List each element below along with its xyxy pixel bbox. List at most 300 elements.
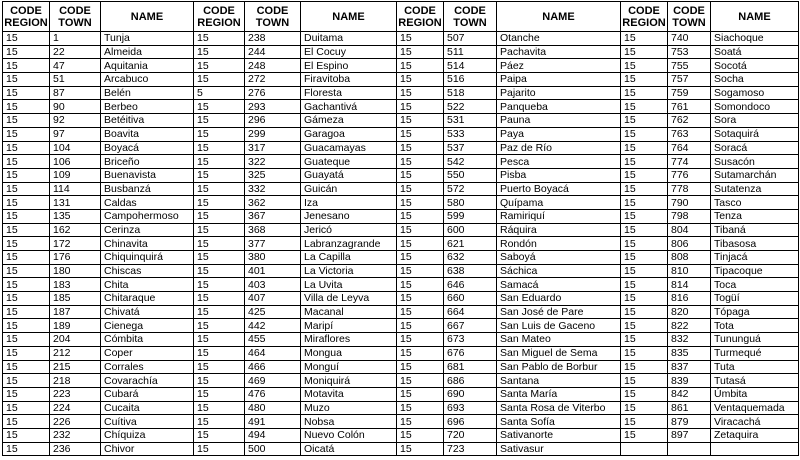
- town-name-cell: Saboyá: [497, 251, 621, 265]
- town-name-cell: Garagoa: [301, 127, 397, 141]
- code-town-cell: 491: [245, 415, 301, 429]
- town-name-cell: Motavita: [301, 387, 397, 401]
- code-region-cell: 15: [194, 32, 245, 46]
- code-region-cell: 15: [3, 155, 50, 169]
- code-region-cell: 15: [397, 32, 444, 46]
- code-region-cell: 15: [621, 374, 668, 388]
- code-town-cell: 1: [50, 32, 101, 46]
- town-name-cell: Guicán: [301, 182, 397, 196]
- code-town-cell: 469: [245, 374, 301, 388]
- town-name-cell: Mongua: [301, 346, 397, 360]
- code-town-cell: 425: [245, 305, 301, 319]
- code-town-cell: 808: [668, 251, 711, 265]
- code-town-cell: 172: [50, 237, 101, 251]
- code-region-cell: 15: [194, 292, 245, 306]
- table-row: [3, 305, 799, 319]
- table-row: [3, 32, 799, 46]
- code-region-cell: 15: [621, 73, 668, 87]
- town-name-cell: Firavitoba: [301, 73, 397, 87]
- code-town-cell: 842: [668, 387, 711, 401]
- code-region-cell: 15: [3, 196, 50, 210]
- header-name: NAME: [711, 2, 799, 32]
- table-row: [3, 428, 799, 442]
- town-name-cell: Cómbita: [101, 333, 194, 347]
- table-row: [3, 333, 799, 347]
- code-town-cell: 293: [245, 100, 301, 114]
- code-region-cell: 15: [621, 100, 668, 114]
- town-name-cell: Villa de Leyva: [301, 292, 397, 306]
- table-row: [3, 360, 799, 374]
- header-code-town: CODE TOWN: [50, 2, 101, 32]
- town-name-cell: Turmequé: [711, 346, 799, 360]
- code-region-cell: 15: [3, 223, 50, 237]
- code-town-cell: 835: [668, 346, 711, 360]
- town-name-cell: Paipa: [497, 73, 621, 87]
- code-town-cell: 97: [50, 127, 101, 141]
- table-row: [3, 182, 799, 196]
- code-town-cell: 466: [245, 360, 301, 374]
- code-town-cell: 106: [50, 155, 101, 169]
- code-town-cell: 367: [245, 209, 301, 223]
- town-name-cell: Pajarito: [497, 86, 621, 100]
- code-region-cell: 15: [621, 86, 668, 100]
- code-region-cell: 15: [621, 251, 668, 265]
- code-town-cell: 776: [668, 168, 711, 182]
- code-town-cell: 204: [50, 333, 101, 347]
- code-town-cell: 162: [50, 223, 101, 237]
- town-name-cell: Cucaita: [101, 401, 194, 415]
- code-region-cell: 15: [194, 59, 245, 73]
- code-region-cell: 15: [397, 155, 444, 169]
- town-name-cell: Ventaquemada: [711, 401, 799, 415]
- town-name-cell: Pachavita: [497, 45, 621, 59]
- town-name-cell: Nobsa: [301, 415, 397, 429]
- town-name-cell: San Luis de Gaceno: [497, 319, 621, 333]
- table-row: [3, 251, 799, 265]
- code-town-cell: 816: [668, 292, 711, 306]
- code-town-cell: 90: [50, 100, 101, 114]
- table-row: [3, 387, 799, 401]
- code-region-cell: 15: [621, 264, 668, 278]
- code-town-cell: 22: [50, 45, 101, 59]
- town-name-cell: Jericó: [301, 223, 397, 237]
- town-name-cell: Iza: [301, 196, 397, 210]
- code-town-cell: 215: [50, 360, 101, 374]
- code-town-cell: 51: [50, 73, 101, 87]
- code-region-cell: 15: [621, 292, 668, 306]
- code-town-cell: 325: [245, 168, 301, 182]
- code-town-cell: 377: [245, 237, 301, 251]
- code-region-cell: 15: [397, 73, 444, 87]
- code-town-cell: 368: [245, 223, 301, 237]
- town-name-cell: Cerinza: [101, 223, 194, 237]
- town-name-cell: San José de Pare: [497, 305, 621, 319]
- code-region-cell: 15: [194, 346, 245, 360]
- town-name-cell: Covarachía: [101, 374, 194, 388]
- code-region-cell: 15: [621, 415, 668, 429]
- code-town-cell: 720: [444, 428, 497, 442]
- town-name-cell: Siachoque: [711, 32, 799, 46]
- code-town-cell: 531: [444, 114, 497, 128]
- code-region-cell: 15: [3, 168, 50, 182]
- town-name-cell: San Miguel de Sema: [497, 346, 621, 360]
- code-town-cell: 494: [245, 428, 301, 442]
- town-name-cell: Cuítiva: [101, 415, 194, 429]
- code-town-cell: 407: [245, 292, 301, 306]
- code-region-cell: 15: [3, 428, 50, 442]
- header-name: NAME: [301, 2, 397, 32]
- table-row: [3, 415, 799, 429]
- code-town-cell: 790: [668, 196, 711, 210]
- code-town-cell: 723: [444, 442, 497, 456]
- code-region-cell: 15: [194, 333, 245, 347]
- code-region-cell: 15: [621, 319, 668, 333]
- code-town-cell: 212: [50, 346, 101, 360]
- code-town-cell: 621: [444, 237, 497, 251]
- town-name-cell: Úmbita: [711, 387, 799, 401]
- code-region-cell: 15: [194, 428, 245, 442]
- code-town-cell: 810: [668, 264, 711, 278]
- code-town-cell: 806: [668, 237, 711, 251]
- code-town-cell: 820: [668, 305, 711, 319]
- code-town-cell: 696: [444, 415, 497, 429]
- town-name-cell: Sora: [711, 114, 799, 128]
- town-name-cell: Sutamarchán: [711, 168, 799, 182]
- code-region-cell: 15: [194, 141, 245, 155]
- table-row: [3, 196, 799, 210]
- code-region-cell: 15: [397, 278, 444, 292]
- town-name-cell: Belén: [101, 86, 194, 100]
- code-town-cell: 542: [444, 155, 497, 169]
- code-town-cell: 861: [668, 401, 711, 415]
- code-region-cell: 15: [194, 442, 245, 456]
- town-name-cell: Socotá: [711, 59, 799, 73]
- header-code-region: CODE REGION: [397, 2, 444, 32]
- code-town-cell: 798: [668, 209, 711, 223]
- town-name-cell: Tibaná: [711, 223, 799, 237]
- code-town-cell: [668, 442, 711, 456]
- code-town-cell: 667: [444, 319, 497, 333]
- code-town-cell: 131: [50, 196, 101, 210]
- town-name-cell: Tipacoque: [711, 264, 799, 278]
- table-row: [3, 141, 799, 155]
- header-name: NAME: [497, 2, 621, 32]
- code-town-cell: 763: [668, 127, 711, 141]
- code-town-cell: 455: [245, 333, 301, 347]
- town-name-cell: Rondón: [497, 237, 621, 251]
- town-name-cell: Cienega: [101, 319, 194, 333]
- code-region-cell: 15: [621, 182, 668, 196]
- code-region-cell: 15: [397, 209, 444, 223]
- code-region-cell: 15: [397, 292, 444, 306]
- code-region-cell: 15: [3, 333, 50, 347]
- code-region-cell: 15: [397, 59, 444, 73]
- code-town-cell: 522: [444, 100, 497, 114]
- town-name-cell: Tinjacá: [711, 251, 799, 265]
- table-row: [3, 223, 799, 237]
- town-name-cell: Santana: [497, 374, 621, 388]
- town-name-cell: Guateque: [301, 155, 397, 169]
- town-name-cell: Tununguá: [711, 333, 799, 347]
- town-name-cell: Somondoco: [711, 100, 799, 114]
- code-region-cell: 15: [621, 333, 668, 347]
- code-region-cell: 15: [621, 127, 668, 141]
- code-town-cell: 464: [245, 346, 301, 360]
- town-name-cell: La Capilla: [301, 251, 397, 265]
- town-name-cell: Puerto Boyacá: [497, 182, 621, 196]
- town-name-cell: Gachantivá: [301, 100, 397, 114]
- town-name-cell: Caldas: [101, 196, 194, 210]
- town-name-cell: Coper: [101, 346, 194, 360]
- code-region-cell: 15: [194, 251, 245, 265]
- code-town-cell: 693: [444, 401, 497, 415]
- code-town-cell: 757: [668, 73, 711, 87]
- code-town-cell: 837: [668, 360, 711, 374]
- code-region-cell: 15: [3, 86, 50, 100]
- code-region-cell: 15: [621, 209, 668, 223]
- code-town-cell: 476: [245, 387, 301, 401]
- code-town-cell: 218: [50, 374, 101, 388]
- code-region-cell: 15: [621, 59, 668, 73]
- code-region-cell: 15: [397, 319, 444, 333]
- code-region-cell: 15: [397, 442, 444, 456]
- code-region-cell: 15: [3, 251, 50, 265]
- code-town-cell: 646: [444, 278, 497, 292]
- code-region-cell: 15: [194, 182, 245, 196]
- town-name-cell: La Victoria: [301, 264, 397, 278]
- code-town-cell: 533: [444, 127, 497, 141]
- town-name-cell: El Cocuy: [301, 45, 397, 59]
- town-name-cell: Socha: [711, 73, 799, 87]
- code-town-cell: 511: [444, 45, 497, 59]
- town-name-cell: Páez: [497, 59, 621, 73]
- town-name-cell: Chiquinquirá: [101, 251, 194, 265]
- code-region-cell: 15: [194, 45, 245, 59]
- town-name-cell: Chita: [101, 278, 194, 292]
- town-name-cell: Zetaquira: [711, 428, 799, 442]
- code-town-cell: 480: [245, 401, 301, 415]
- town-name-cell: Sogamoso: [711, 86, 799, 100]
- code-town-cell: 236: [50, 442, 101, 456]
- code-town-cell: 686: [444, 374, 497, 388]
- code-region-cell: 15: [397, 346, 444, 360]
- code-town-cell: 600: [444, 223, 497, 237]
- code-town-cell: 226: [50, 415, 101, 429]
- code-region-cell: 15: [3, 141, 50, 155]
- code-region-cell: 15: [621, 223, 668, 237]
- code-region-cell: 15: [397, 168, 444, 182]
- code-town-cell: 879: [668, 415, 711, 429]
- town-name-cell: Aquitania: [101, 59, 194, 73]
- town-name-cell: Moniquirá: [301, 374, 397, 388]
- table-row: [3, 442, 799, 456]
- code-town-cell: 104: [50, 141, 101, 155]
- code-region-cell: 15: [397, 428, 444, 442]
- table-row: [3, 168, 799, 182]
- code-town-cell: 296: [245, 114, 301, 128]
- code-town-cell: 762: [668, 114, 711, 128]
- table-row: [3, 45, 799, 59]
- town-name-cell: Sotaquirá: [711, 127, 799, 141]
- code-town-cell: 224: [50, 401, 101, 415]
- code-town-cell: 759: [668, 86, 711, 100]
- code-region-cell: 15: [3, 415, 50, 429]
- code-town-cell: 761: [668, 100, 711, 114]
- code-town-cell: 664: [444, 305, 497, 319]
- town-name-cell: Cubará: [101, 387, 194, 401]
- code-region-cell: 15: [397, 401, 444, 415]
- code-region-cell: 15: [3, 127, 50, 141]
- code-town-cell: 518: [444, 86, 497, 100]
- code-region-cell: 15: [194, 319, 245, 333]
- town-name-cell: Chinavita: [101, 237, 194, 251]
- town-name-cell: Boyacá: [101, 141, 194, 155]
- code-region-cell: 15: [3, 45, 50, 59]
- code-town-cell: 401: [245, 264, 301, 278]
- code-region-cell: 15: [621, 114, 668, 128]
- code-town-cell: 676: [444, 346, 497, 360]
- code-town-cell: 681: [444, 360, 497, 374]
- town-name-cell: Gámeza: [301, 114, 397, 128]
- town-name-cell: Duitama: [301, 32, 397, 46]
- code-region-cell: 15: [194, 127, 245, 141]
- code-town-cell: 822: [668, 319, 711, 333]
- code-region-cell: 15: [3, 209, 50, 223]
- code-town-cell: 580: [444, 196, 497, 210]
- code-region-cell: 15: [194, 100, 245, 114]
- code-town-cell: 660: [444, 292, 497, 306]
- code-town-cell: 673: [444, 333, 497, 347]
- code-town-cell: 317: [245, 141, 301, 155]
- code-region-cell: 5: [194, 86, 245, 100]
- code-town-cell: 92: [50, 114, 101, 128]
- town-name-cell: Almeida: [101, 45, 194, 59]
- code-town-cell: 778: [668, 182, 711, 196]
- code-region-cell: 15: [3, 346, 50, 360]
- table-row: [3, 264, 799, 278]
- code-region-cell: 15: [194, 264, 245, 278]
- code-town-cell: 272: [245, 73, 301, 87]
- code-town-cell: 322: [245, 155, 301, 169]
- header-name: NAME: [101, 2, 194, 32]
- town-name-cell: Buenavista: [101, 168, 194, 182]
- code-region-cell: 15: [397, 45, 444, 59]
- code-town-cell: 755: [668, 59, 711, 73]
- code-region-cell: 15: [3, 360, 50, 374]
- town-name-cell: San Mateo: [497, 333, 621, 347]
- code-region-cell: 15: [194, 360, 245, 374]
- code-town-cell: 500: [245, 442, 301, 456]
- town-name-cell: Paz de Río: [497, 141, 621, 155]
- code-town-cell: 550: [444, 168, 497, 182]
- code-region-cell: 15: [621, 196, 668, 210]
- code-town-cell: 632: [444, 251, 497, 265]
- code-region-cell: 15: [397, 305, 444, 319]
- town-name-cell: Tunja: [101, 32, 194, 46]
- code-region-cell: [621, 442, 668, 456]
- code-town-cell: 403: [245, 278, 301, 292]
- table-row: [3, 374, 799, 388]
- town-name-cell: Tutasá: [711, 374, 799, 388]
- code-region-cell: 15: [621, 346, 668, 360]
- code-town-cell: 189: [50, 319, 101, 333]
- code-region-cell: 15: [397, 196, 444, 210]
- town-name-cell: Sutatenza: [711, 182, 799, 196]
- code-town-cell: 362: [245, 196, 301, 210]
- code-region-cell: 15: [3, 73, 50, 87]
- code-town-cell: 299: [245, 127, 301, 141]
- header-code-region: CODE REGION: [3, 2, 50, 32]
- code-region-cell: 15: [194, 168, 245, 182]
- code-region-cell: 15: [397, 251, 444, 265]
- town-name-cell: Macanal: [301, 305, 397, 319]
- town-name-cell: Santa María: [497, 387, 621, 401]
- header-code-region: CODE REGION: [194, 2, 245, 32]
- town-name-cell: Betéitiva: [101, 114, 194, 128]
- town-name-cell: Pauna: [497, 114, 621, 128]
- town-name-cell: Tota: [711, 319, 799, 333]
- town-name-cell: Viracachá: [711, 415, 799, 429]
- code-town-cell: 516: [444, 73, 497, 87]
- code-region-cell: 15: [397, 333, 444, 347]
- town-name-cell: Labranzagrande: [301, 237, 397, 251]
- code-region-cell: 15: [397, 360, 444, 374]
- code-region-cell: 15: [397, 237, 444, 251]
- code-town-cell: 238: [245, 32, 301, 46]
- town-code-table: [2, 1, 799, 456]
- town-name-cell: Sativasur: [497, 442, 621, 456]
- code-region-cell: 15: [397, 182, 444, 196]
- code-town-cell: 514: [444, 59, 497, 73]
- town-name-cell: Tuta: [711, 360, 799, 374]
- code-region-cell: 15: [3, 401, 50, 415]
- table-row: [3, 114, 799, 128]
- table-row: [3, 237, 799, 251]
- code-region-cell: 15: [3, 292, 50, 306]
- code-region-cell: 15: [3, 182, 50, 196]
- code-region-cell: 15: [3, 114, 50, 128]
- code-region-cell: 15: [397, 100, 444, 114]
- town-name-cell: Arcabuco: [101, 73, 194, 87]
- town-name-cell: El Espino: [301, 59, 397, 73]
- code-region-cell: 15: [621, 360, 668, 374]
- town-name-cell: Samacá: [497, 278, 621, 292]
- town-name-cell: Busbanzá: [101, 182, 194, 196]
- code-region-cell: 15: [3, 305, 50, 319]
- town-name-cell: Paya: [497, 127, 621, 141]
- town-name-cell: Ráquira: [497, 223, 621, 237]
- town-name-cell: La Uvita: [301, 278, 397, 292]
- town-name-cell: Sativanorte: [497, 428, 621, 442]
- code-town-cell: 832: [668, 333, 711, 347]
- code-region-cell: 15: [621, 387, 668, 401]
- code-town-cell: 47: [50, 59, 101, 73]
- code-town-cell: 135: [50, 209, 101, 223]
- table-row: [3, 73, 799, 87]
- town-name-cell: Sáchica: [497, 264, 621, 278]
- code-region-cell: 15: [194, 415, 245, 429]
- code-region-cell: 15: [3, 100, 50, 114]
- town-name-cell: Muzo: [301, 401, 397, 415]
- code-town-cell: 599: [444, 209, 497, 223]
- town-name-cell: Chivor: [101, 442, 194, 456]
- code-town-cell: 332: [245, 182, 301, 196]
- town-name-cell: Campohermoso: [101, 209, 194, 223]
- code-region-cell: 15: [3, 59, 50, 73]
- header-row: [3, 2, 799, 32]
- code-town-cell: 764: [668, 141, 711, 155]
- code-town-cell: 442: [245, 319, 301, 333]
